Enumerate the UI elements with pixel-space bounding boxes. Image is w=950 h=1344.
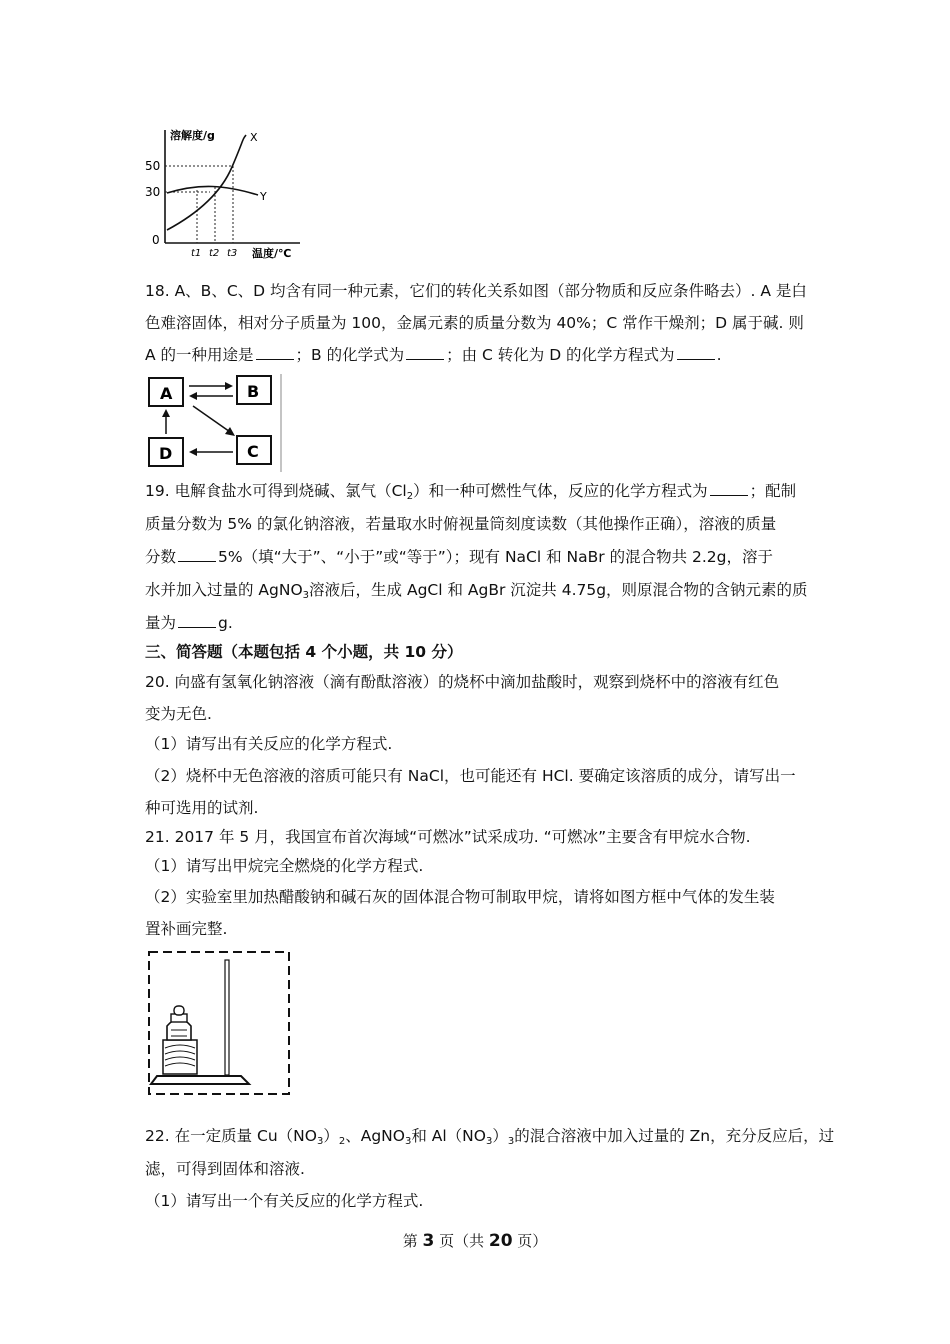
q18-line2: 色难溶固体，相对分子质量为 100，金属元素的质量分数为 40%；C 常作干燥剂；D 属于碱. 则	[145, 314, 804, 332]
answer-blank[interactable]	[677, 345, 715, 360]
answer-blank[interactable]	[178, 547, 216, 562]
box-a: A	[160, 384, 173, 403]
q19-line2: 质量分数为 5% 的氯化钠溶液，若量取水时俯视量筒刻度读数（其他操作正确），溶液的质量	[145, 515, 777, 533]
q22-line1-e: ）	[492, 1127, 508, 1145]
q19-line5	[145, 612, 233, 634]
q19-line5-b: g.	[218, 614, 233, 632]
q21-line4: 置补画完整.	[145, 920, 228, 938]
q19-line3	[145, 546, 773, 568]
curve-x	[167, 135, 246, 230]
q19-line1	[145, 480, 796, 508]
q21-line1: 21. 2017 年 5 月，我国宣布首次海域“可燃冰”试采成功. “可燃冰”主要含有甲烷水合物.	[145, 828, 751, 846]
page-footer	[0, 1230, 950, 1251]
q22-sub-3b: 3	[404, 1136, 412, 1147]
chart-ylabel: 溶解度/g	[170, 129, 215, 142]
chart-xlabel: 温度/℃	[252, 247, 292, 260]
q20-line5: 种可选用的试剂.	[145, 799, 259, 817]
q19-line3-b: 5%（填“大于”、“小于”或“等于”）；现有 NaCl 和 NaBr 的混合物共 2.2g，溶于	[218, 548, 773, 566]
q19-line4-a: 水并加入过量的 AgNO	[145, 581, 303, 599]
x-tick-t3: t3	[227, 248, 238, 259]
q22-line1	[145, 1125, 834, 1153]
q22-line2: 滤，可得到固体和溶液.	[145, 1160, 305, 1178]
q22-line3: （1）请写出一个有关反应的化学方程式.	[145, 1192, 424, 1210]
q20-line1: 20. 向盛有氢氧化钠溶液（滴有酚酞溶液）的烧杯中滴加盐酸时，观察到烧杯中的溶液有红色	[145, 673, 780, 691]
q20-line4: （2）烧杯中无色溶液的溶质可能只有 NaCl，也可能还有 HCl. 要确定该溶质的成分，请写出一	[145, 767, 796, 785]
q22-sub-3a: 3	[316, 1136, 324, 1147]
q22-line1-d: 和 Al（NO	[411, 1127, 486, 1145]
answer-blank[interactable]	[256, 345, 294, 360]
q22-sub-3d: 3	[507, 1136, 515, 1147]
x-tick-t2: t2	[209, 248, 220, 259]
q20-line3: （1）请写出有关反应的化学方程式.	[145, 735, 393, 753]
curve-y-label: Y	[260, 190, 267, 203]
footer-page-number: 3	[422, 1231, 435, 1251]
answer-blank[interactable]	[178, 613, 216, 628]
q19-line1-c: ；配制	[749, 482, 797, 500]
solubility-chart	[140, 125, 310, 260]
q19-line1-a: 19. 电解食盐水可得到烧碱、氯气（Cl	[145, 482, 407, 500]
q19-line4-b: 溶液后，生成 AgCl 和 AgBr 沉淀共 4.75g，则原混合物的含钠元素的质	[309, 581, 808, 599]
answer-blank[interactable]	[406, 345, 444, 360]
box-c: C	[247, 442, 259, 461]
y-tick-0: 0	[152, 233, 160, 247]
footer-prefix: 第	[402, 1232, 423, 1250]
q18-line3-d: .	[716, 346, 722, 364]
q22-sub-3c: 3	[485, 1136, 493, 1147]
curve-x-label: X	[250, 131, 258, 144]
q22-line1-f: 的混合溶液中加入过量的 Zn，充分反应后，过	[514, 1127, 835, 1145]
q19-line5-a: 量为	[145, 614, 177, 632]
iron-stand-rod	[225, 960, 229, 1075]
q20-line2: 变为无色.	[145, 705, 212, 723]
apparatus-figure	[145, 948, 293, 1098]
y-tick-50: 50	[145, 159, 161, 173]
q18-line3-c: ；由 C 转化为 D 的化学方程式为	[446, 346, 675, 364]
footer-total-pages: 20	[488, 1231, 513, 1251]
box-d: D	[159, 444, 173, 463]
y-tick-30: 30	[145, 185, 161, 199]
q21-line3: （2）实验室里加热醋酸钠和碱石灰的固体混合物可制取甲烷，请将如图方框中气体的发生装	[145, 888, 775, 906]
q22-line1-c: 、AgNO	[345, 1127, 405, 1145]
footer-mid: 页（共	[434, 1232, 489, 1250]
q19-line1-b: ）和一种可燃性气体，反应的化学方程式为	[413, 482, 708, 500]
q18-line3-a: A 的一种用途是	[145, 346, 254, 364]
q22-line1-a: 22. 在一定质量 Cu（NO	[145, 1127, 317, 1145]
section-3-heading: 三、简答题（本题包括 4 个小题，共 10 分）	[145, 643, 463, 661]
x-tick-t1: t1	[191, 248, 202, 259]
q18-line1: 18. A、B、C、D 均含有同一种元素，它们的转化关系如图（部分物质和反应条件略去）. A 是白	[145, 282, 807, 300]
q22-line1-b: ）	[323, 1127, 339, 1145]
q19-line1-sub: 2	[406, 491, 414, 502]
iron-stand-base	[151, 1076, 249, 1084]
q22-sub-2: 2	[338, 1136, 346, 1147]
q18-line3	[145, 344, 722, 366]
q21-line2: （1）请写出甲烷完全燃烧的化学方程式.	[145, 857, 424, 875]
footer-suffix: 页）	[512, 1232, 548, 1250]
answer-blank[interactable]	[710, 481, 748, 496]
q19-line4	[145, 579, 808, 607]
q18-line3-b: ；B 的化学式为	[295, 346, 405, 364]
box-b: B	[247, 382, 260, 401]
curve-y	[167, 186, 258, 195]
q19-line4-sub: 3	[302, 590, 310, 601]
abcd-diagram	[145, 374, 285, 472]
q19-line3-a: 分数	[145, 548, 177, 566]
